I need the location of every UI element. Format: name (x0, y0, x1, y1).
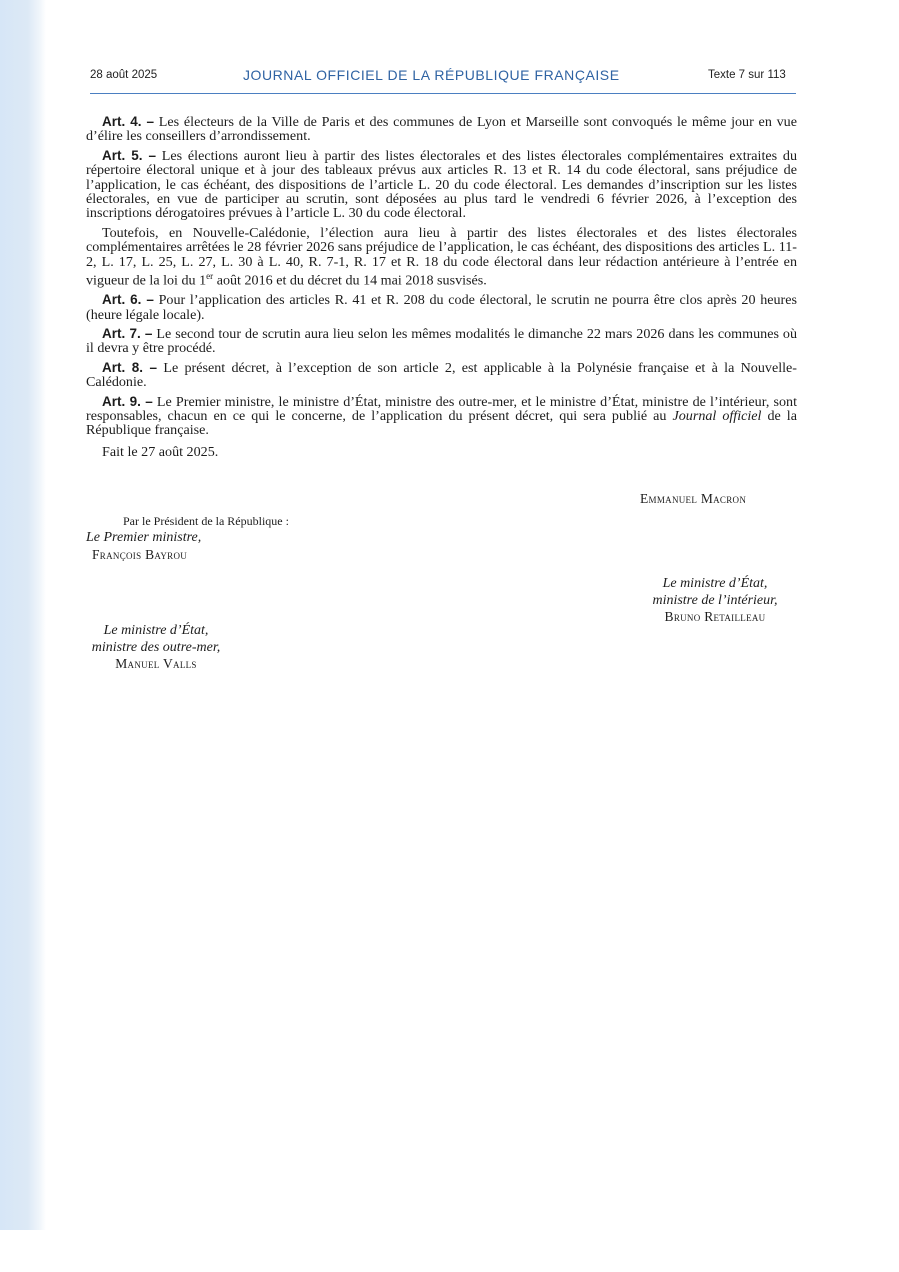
article-number: Art. 9. – (102, 393, 153, 409)
article-4 (86, 115, 797, 144)
done-at: Fait le 27 août 2025. (102, 443, 219, 460)
article-number: Art. 4. – (102, 114, 155, 129)
article-9 (86, 395, 797, 438)
article-text: Le présent décret, à l’exception de son article 2, est applicable à la Polynésie française et à la Nouvelle-Calédonie. (86, 359, 797, 391)
article-text: Pour l’application des articles R. 41 et R. 208 du code électoral, le scrutin ne pourra être clos après 20 heures (heure légale locale). (86, 292, 797, 323)
header-text-reference: Texte 7 sur 113 (708, 69, 786, 81)
header-date: 28 août 2025 (90, 69, 158, 81)
by-president-line: Par le Président de la République : (123, 514, 289, 528)
article-text: Toutefois, en Nouvelle-Calédonie, l’élection aura lieu à partir des listes électorales et des listes électorales complémentaires arrêtées le 28 février 2026 sans préjudice de l’application, le cas échéant, des dispositions des articles L. 11-2, L. 17, L. 25, L. 27, L. 30 à L. 40, R. 7-1, R. 17 et R. 18 du code électoral dans leur rédaction antérieure à l’entrée en vigueur de la loi du 1 (86, 224, 797, 289)
article-text: Le second tour de scrutin aura lieu selon les mêmes modalités le dimanche 22 mars 2026 dans les communes où il devra y être procédé. (86, 325, 797, 357)
signatory-role-2: ministre des outre-mer, (91, 639, 221, 655)
signatory-name: François Bayrou (92, 546, 188, 562)
article-number: Art. 8. – (102, 359, 158, 375)
superscript: er (206, 271, 214, 282)
article-5-paragraph-2 (86, 226, 797, 288)
header-rule (90, 93, 796, 94)
signatory-role: Le ministre d’État, (662, 576, 768, 591)
journal-officiel-italic: Journal officiel (672, 408, 762, 424)
decree-body (86, 115, 797, 461)
article-text: Le Premier ministre, le ministre d’État, ministre des outre-mer, et le ministre d’État, ministre de l’intérieur, sont responsables, chacun en ce qui le concerne, de l’application du présent décret, qui sera publié au (86, 393, 798, 424)
header-journal-title: JOURNAL OFFICIEL DE LA RÉPUBLIQUE FRANÇAISE (243, 67, 620, 83)
signature-overseas-minister (80, 623, 232, 673)
article-8 (86, 361, 797, 390)
article-text-continued: août 2016 et du décret du 14 mai 2018 susvisés. (213, 272, 487, 289)
article-number: Art. 7. – (102, 325, 153, 341)
article-text: Les électeurs de la Ville de Paris et des communes de Lyon et Marseille sont convoqués le même jour en vue d’élire les conseillers d’arrondissement. (86, 114, 797, 145)
article-number: Art. 5. – (102, 147, 157, 163)
article-7 (86, 327, 797, 356)
signatory-name: Manuel Valls (115, 656, 197, 671)
signatory-role: Le Premier ministre, (86, 530, 202, 545)
article-6 (86, 293, 797, 322)
signatory-role: Le ministre d’État, (103, 623, 209, 638)
article-text-continued: de la République française. (86, 408, 797, 439)
article-number: Art. 6. – (102, 292, 154, 308)
signature-interior-minister (645, 576, 785, 626)
president-signature: Emmanuel Macron (640, 491, 747, 506)
article-5 (86, 149, 797, 221)
signatory-role-2: ministre de l’intérieur, (652, 592, 778, 608)
signature-prime-minister (86, 530, 201, 563)
article-text: Les élections auront lieu à partir des listes électorales et des listes électorales complémentaires extraites du répertoire électoral unique et à jour des tableaux prévus aux articles R. 13 et R. 14 du code électoral, sans préjudice de l’application, le cas échéant, des dispositions de l’article L. 20 du code électoral. Les demandes d’inscription sur les listes électorales, en vue de participer au scrutin, sont déposées au plus tard le vendredi 6 février 2026, à l’exception des inscriptions dérogatoires prévues à l’article L. 30 du code électoral. (86, 147, 797, 222)
signatory-name: Bruno Retailleau (664, 609, 766, 624)
